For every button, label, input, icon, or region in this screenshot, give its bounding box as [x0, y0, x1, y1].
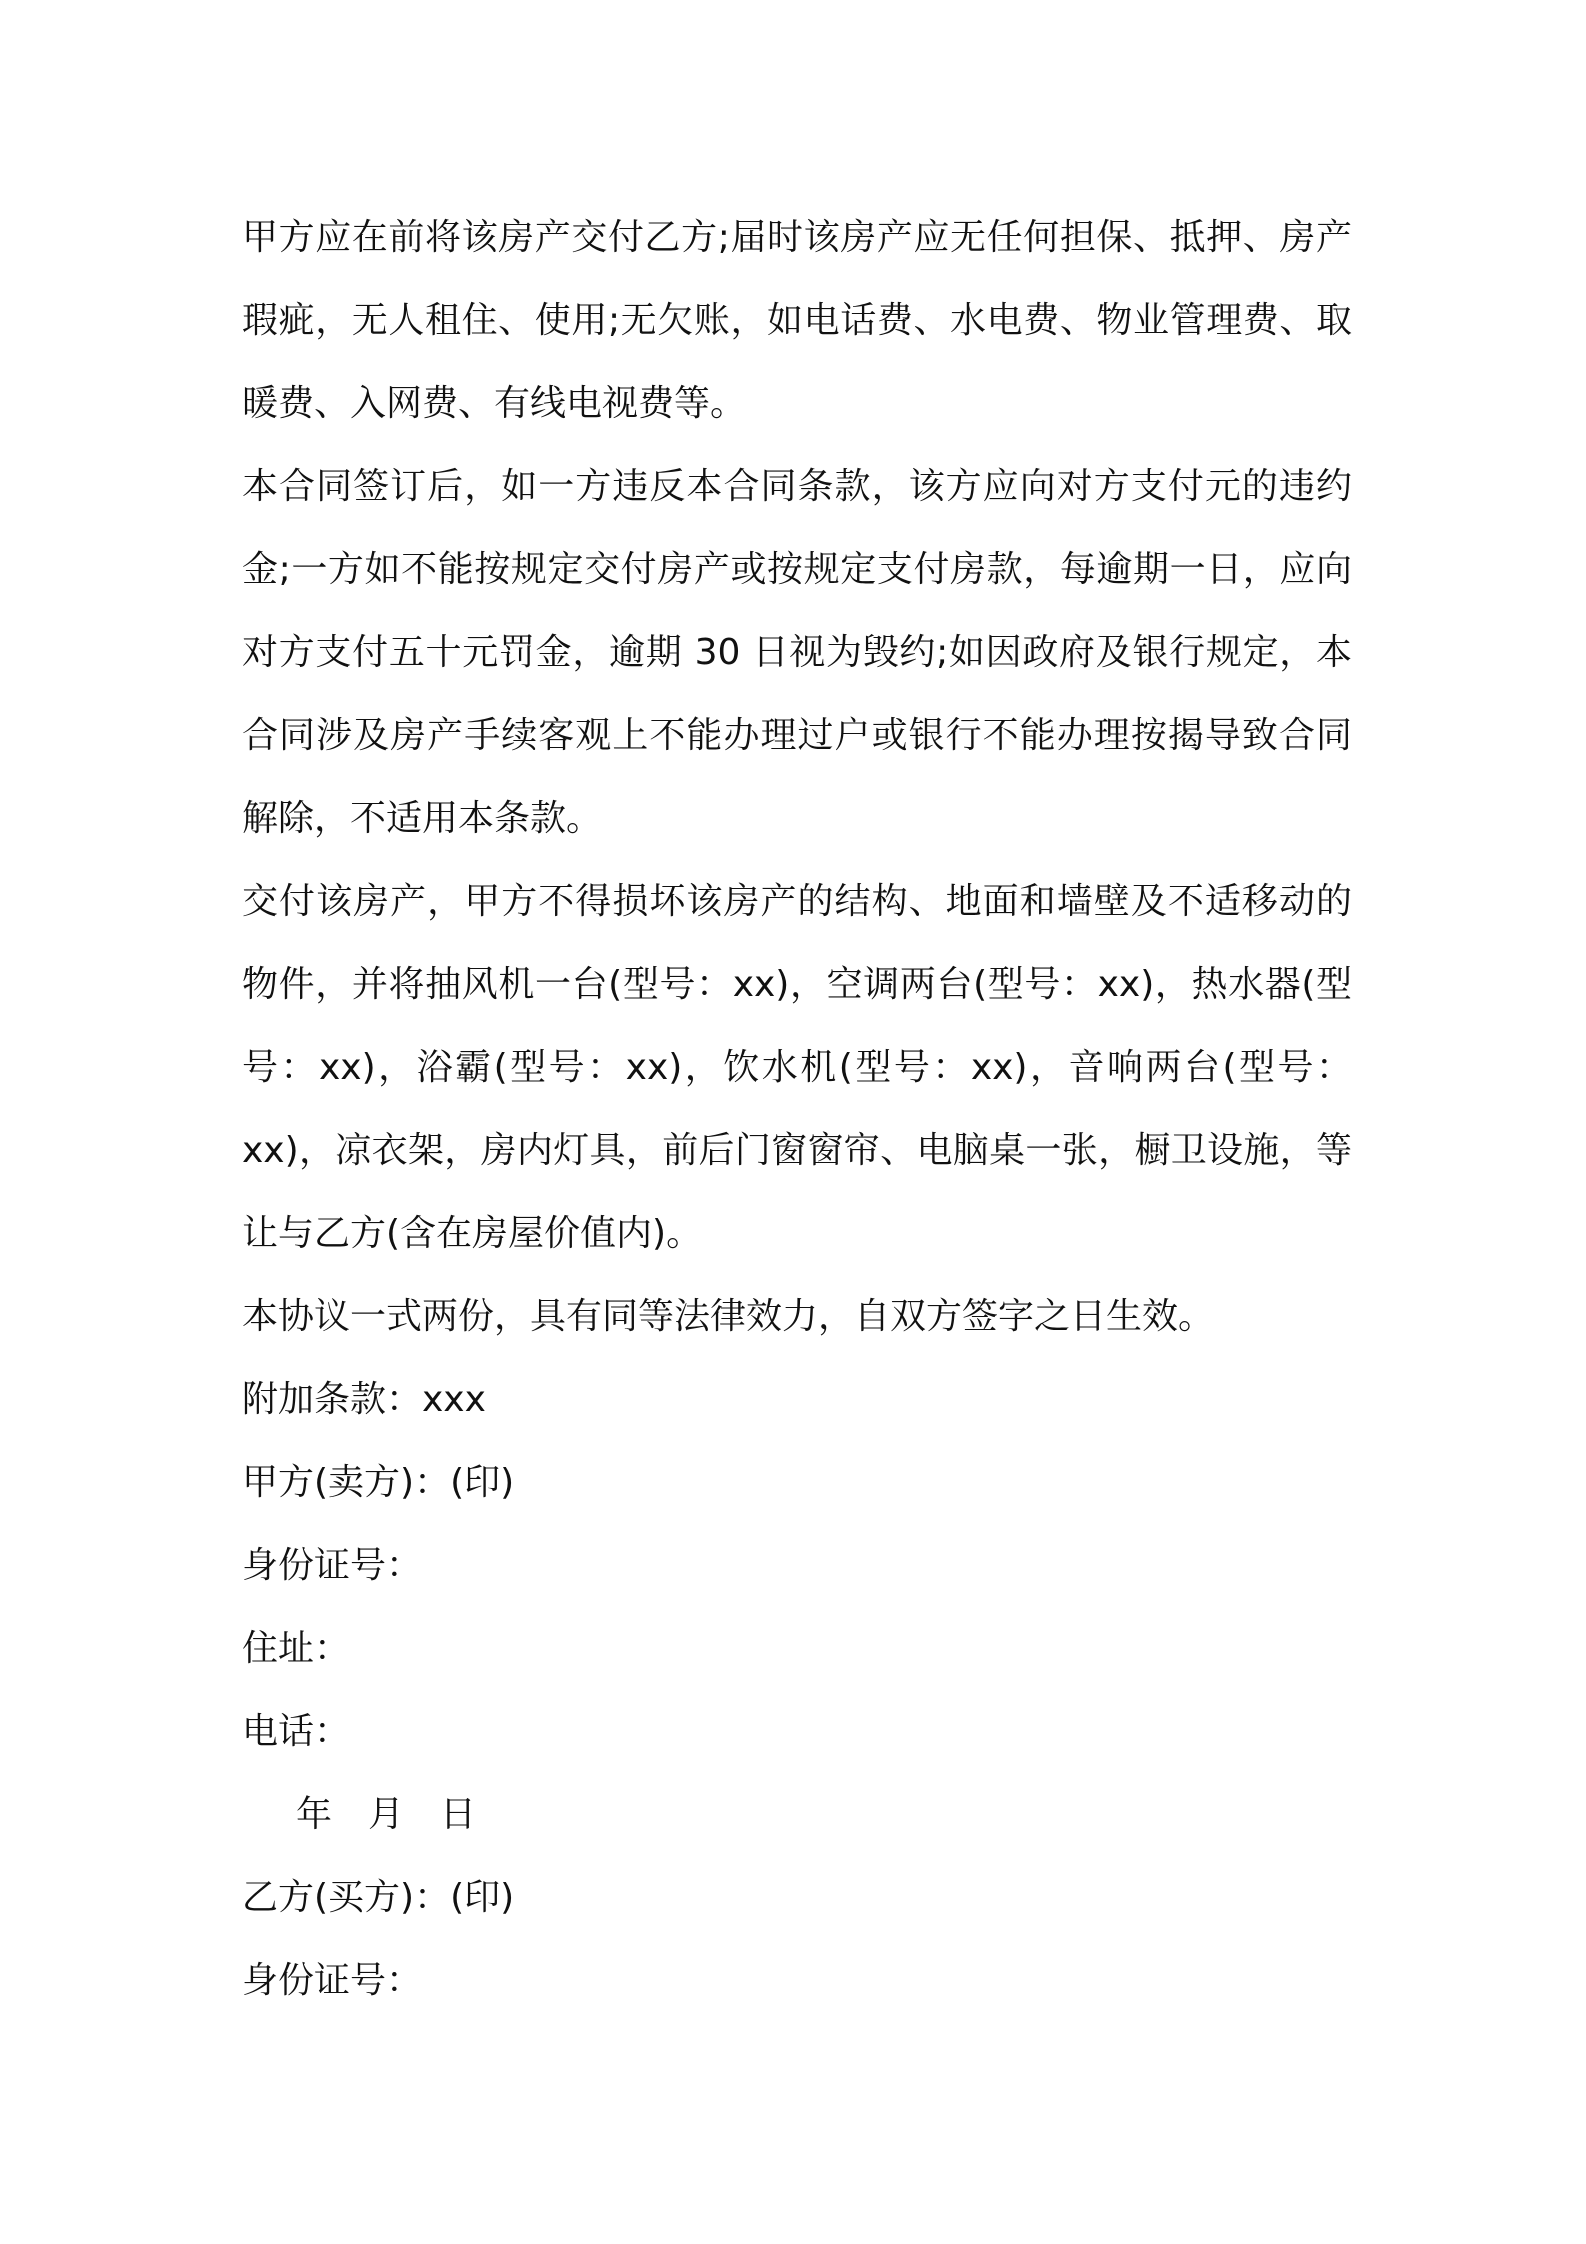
paragraph-breach-penalty: 本合同签订后，如一方违反本合同条款，该方应向对方支付元的违约金;一方如不能按规定交付房产或按规定支付房款，每逾期一日，应向对方支付五十元罚金，逾期 30 日视为毁约;如因政府及银行规定，本合同涉及房产手续客观上不能办理过户或银行不能办理按揭导致合同解除，不适用本条款。 [242, 466, 1352, 839]
party-b-title: 乙方(买方)：(印) [242, 1877, 515, 1918]
contract-body [242, 196, 1352, 2022]
additional-terms: 附加条款：xxx [242, 1379, 486, 1420]
party-a-address: 住址： [242, 1628, 351, 1669]
party-a-phone: 电话： [242, 1711, 351, 1752]
paragraph-agreement-validity: 本协议一式两份，具有同等法律效力，自双方签字之日生效。 [242, 1296, 1215, 1337]
paragraph-delivery-terms: 甲方应在前将该房产交付乙方;届时该房产应无任何担保、抵押、房产瑕疵，无人租住、使用;无欠账，如电话费、水电费、物业管理费、取暖费、入网费、有线电视费等。 [242, 217, 1352, 424]
party-a-title: 甲方(卖方)：(印) [242, 1462, 515, 1503]
party-a-date: 年 月 日 [296, 1794, 477, 1835]
party-a-id-number: 身份证号： [242, 1545, 423, 1586]
party-b-id-number: 身份证号： [242, 1960, 423, 2001]
paragraph-property-items: 交付该房产，甲方不得损坏该房产的结构、地面和墙壁及不适移动的物件，并将抽风机一台(型号：xx)，空调两台(型号：xx)，热水器(型号：xx)，浴霸(型号：xx)，饮水机(型号：xx)，音响两台(型号：xx)，凉衣架，房内灯具，前后门窗窗帘、电脑桌一张，橱卫设施，等让与乙方(含在房屋价值内)。 [242, 881, 1352, 1254]
